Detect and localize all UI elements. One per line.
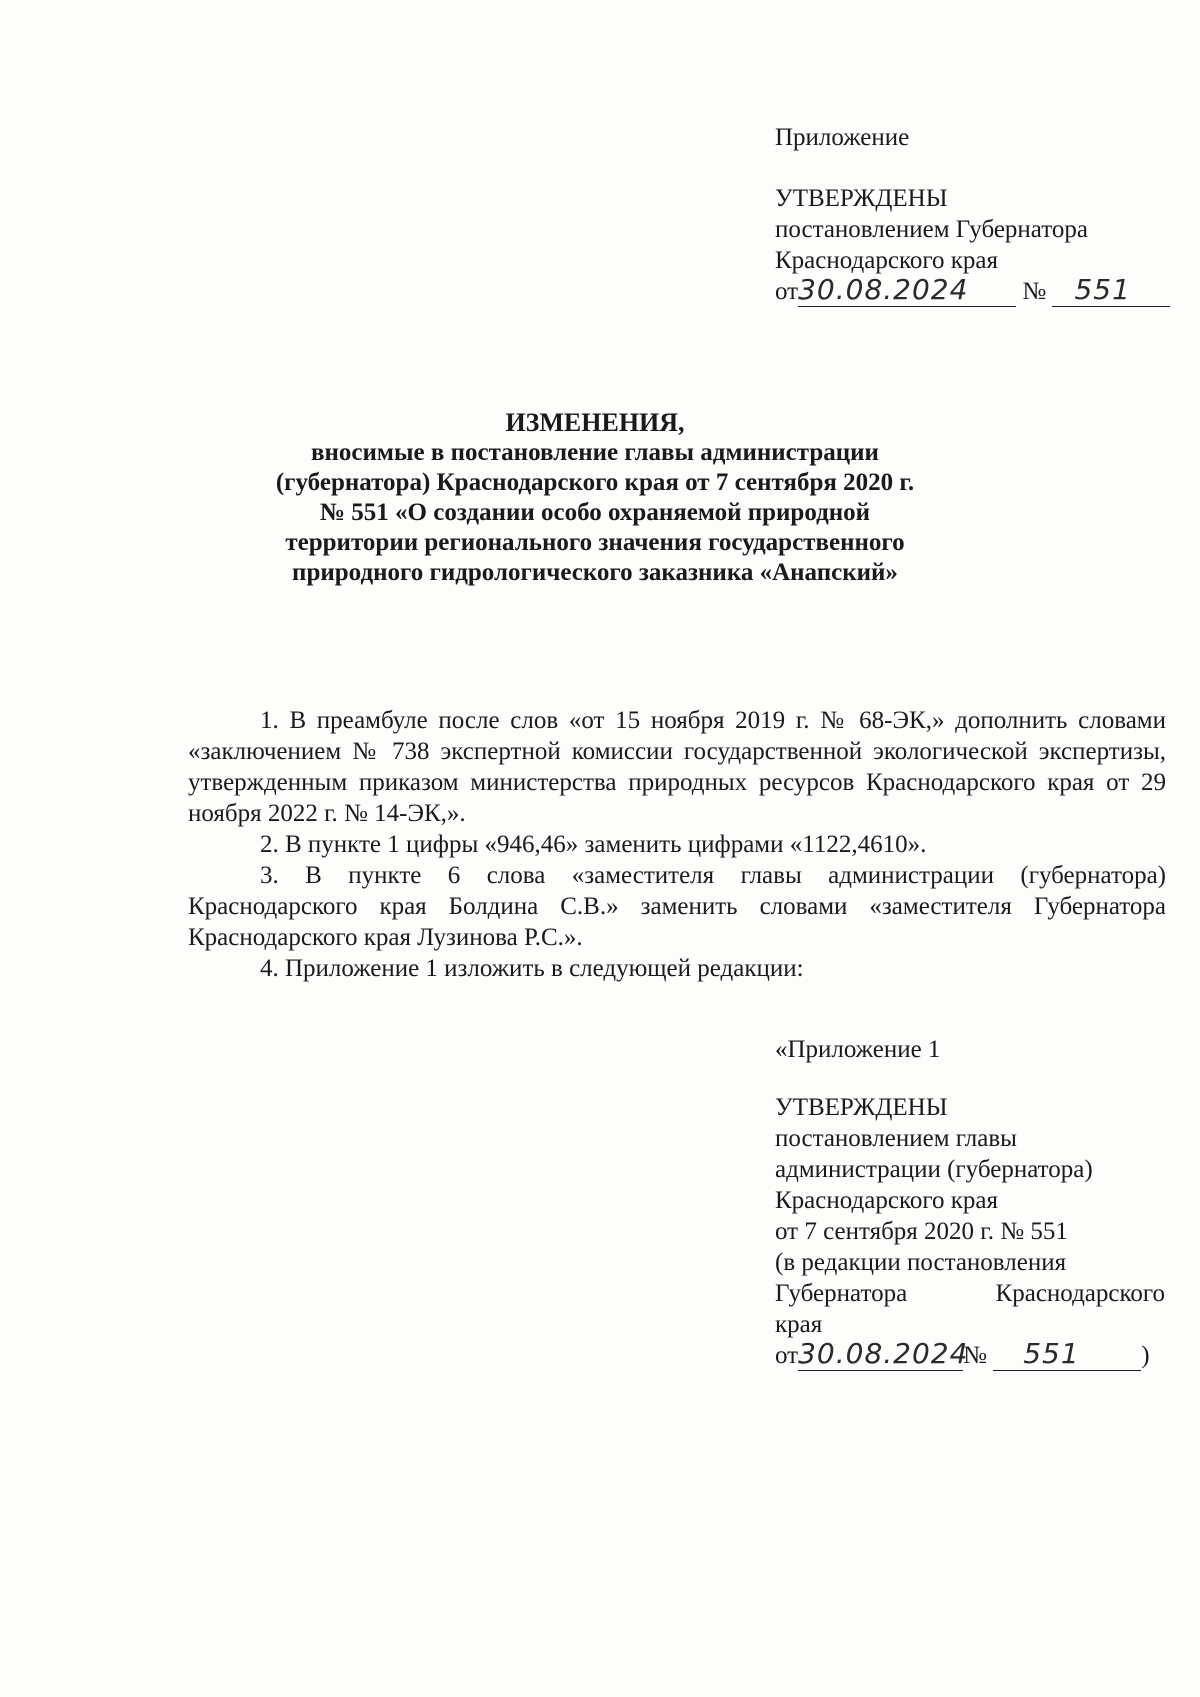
closing-paren: ) xyxy=(1141,1342,1150,1369)
inner-handwritten-date: 30.08.2024 xyxy=(798,1337,969,1370)
approval-line-2: Краснодарского края xyxy=(775,247,998,274)
inner-appendix-label: «Приложение 1 xyxy=(775,1036,941,1063)
inner-line-5: (в редакции постановления xyxy=(775,1249,1067,1276)
inner-approved-label: УТВЕРЖДЕНЫ xyxy=(775,1094,948,1121)
heading-title: ИЗМЕНЕНИЯ, xyxy=(505,408,685,437)
document-body xyxy=(188,705,1166,984)
date-prefix: от xyxy=(775,278,799,305)
inner-line-7: края xyxy=(775,1311,823,1338)
inner-line-3: Краснодарского края xyxy=(775,1187,998,1214)
inner-approval-block xyxy=(775,1034,1165,1371)
paragraph-2: 2. В пункте 1 цифры «946,46» заменить цифрами «1122,4610». xyxy=(260,831,927,858)
heading-line: № 551 «О создании особо охраняемой природной xyxy=(319,499,871,526)
top-approval-block xyxy=(775,122,1170,307)
inner-line-6: Губернатора Краснодарского xyxy=(775,1280,1165,1307)
heading-line: вносимые в постановление главы администрации xyxy=(311,439,879,466)
paragraph-4: 4. Приложение 1 изложить в следующей редакции: xyxy=(260,955,804,982)
handwritten-number: 551 xyxy=(1074,273,1131,306)
approval-date-line xyxy=(775,273,1170,307)
inner-line-1: постановлением главы xyxy=(775,1125,1017,1152)
paragraph-1: 1. В преамбуле после слов «от 15 ноября 2019 г. № 68-ЭК,» дополнить словами «заключением № 738 экспертной комиссии государственной экологической экспертизы, утвержденным приказом министерства природных ресурсов Краснодарского края от 29 ноября 2022 г. № 14-ЭК,». xyxy=(188,707,1166,827)
approval-line-1: постановлением Губернатора xyxy=(775,216,1088,243)
inner-number-prefix: № xyxy=(963,1342,987,1369)
document-heading xyxy=(230,408,960,588)
inner-line-4: от 7 сентября 2020 г. № 551 xyxy=(775,1218,1068,1245)
number-prefix: № xyxy=(1022,278,1047,305)
handwritten-date: 30.08.2024 xyxy=(798,273,969,306)
inner-line-2: администрации (губернатора) xyxy=(775,1156,1093,1183)
approved-label: УТВЕРЖДЕНЫ xyxy=(775,185,948,212)
paragraph-3: 3. В пункте 6 слова «заместителя главы администрации (губернатора) Краснодарского края Болдина С.В.» заменить словами «заместителя Губернатора Краснодарского края Лузинова Р.С.». xyxy=(188,862,1166,951)
inner-date-prefix: от xyxy=(775,1342,799,1369)
appendix-label: Приложение xyxy=(775,124,910,151)
heading-line: (губернатора) Краснодарского края от 7 сентября 2020 г. xyxy=(275,469,915,496)
inner-handwritten-number: 551 xyxy=(1023,1337,1080,1370)
heading-line: природного гидрологического заказника «Анапский» xyxy=(292,559,898,586)
heading-line: территории регионального значения государственного xyxy=(285,529,905,556)
inner-date-line xyxy=(775,1337,1165,1371)
